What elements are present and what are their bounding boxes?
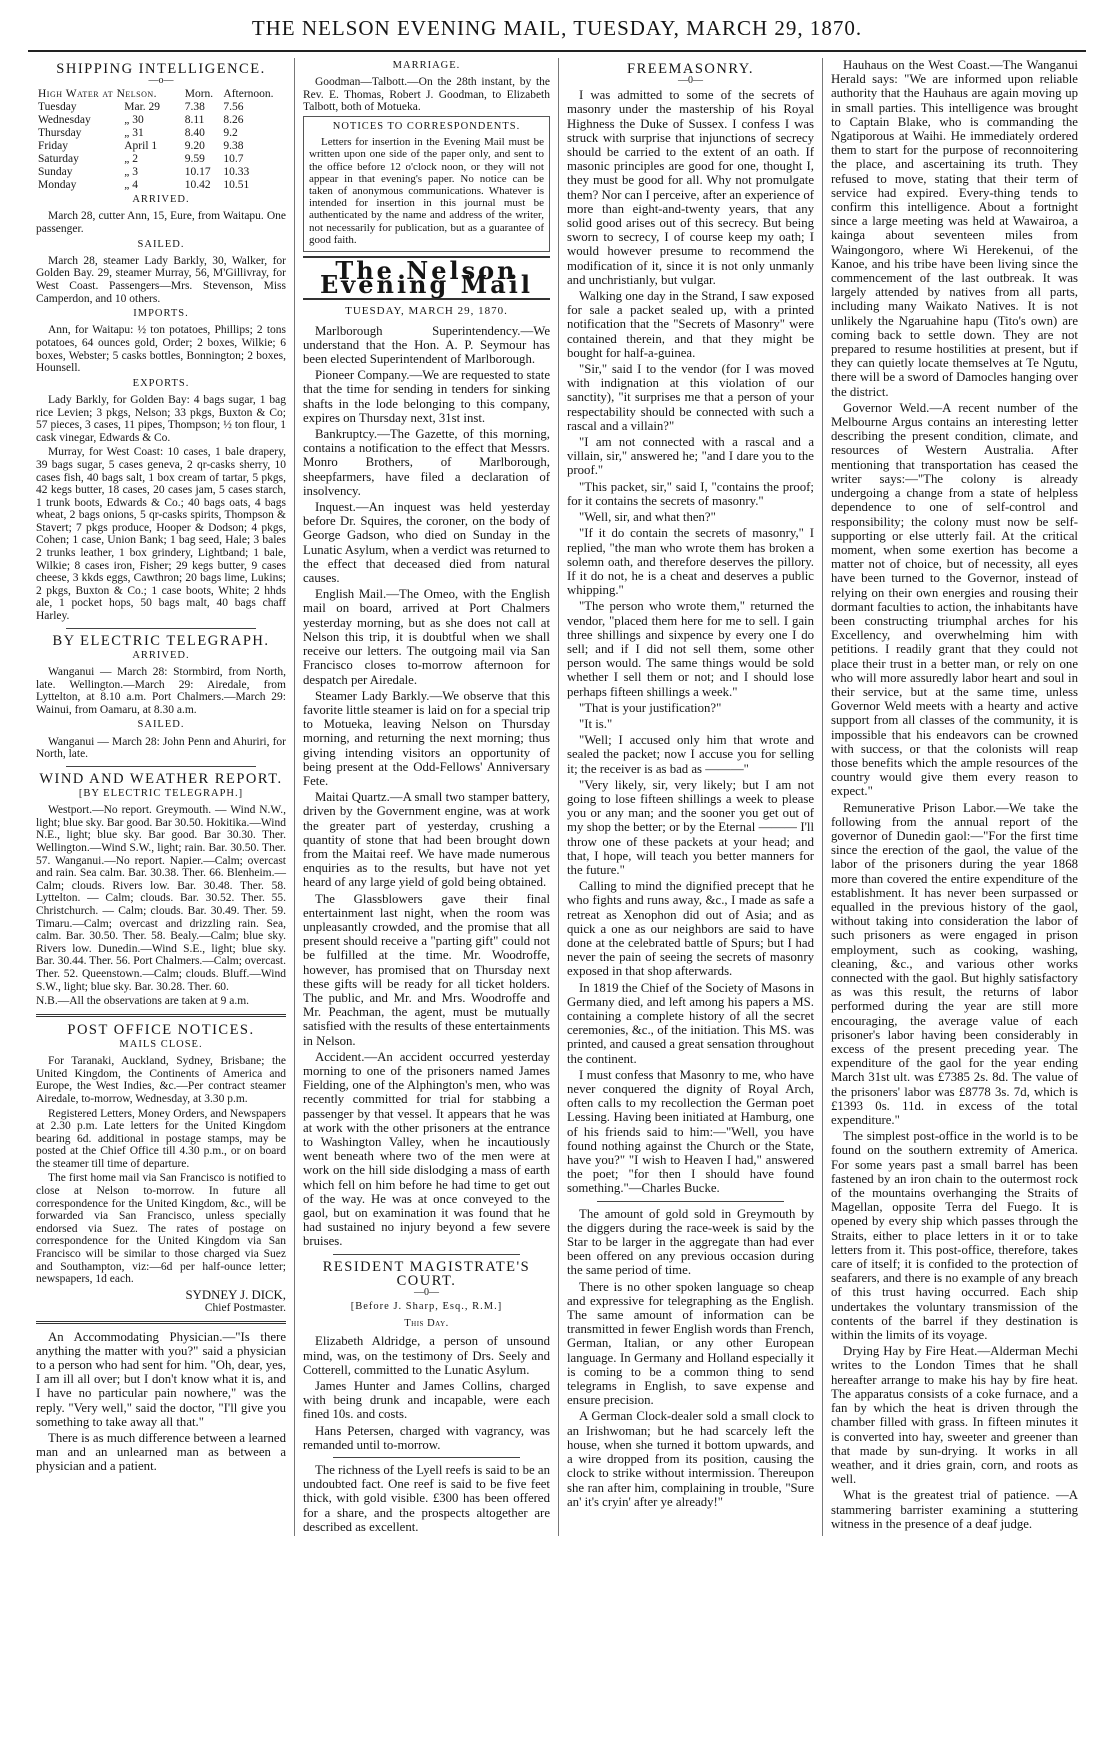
issue-date: TUESDAY, MARCH 29, 1870. xyxy=(345,305,508,318)
paper-nameplate: The Nelson Evening Mail xyxy=(303,256,550,300)
news-item: The Glassblowers gave their final entertainment last night, when the room was unpleasantly crowded, and the promise that all present should receive a "parting gift" could not be fulfilled at the time. Mr. Woodroffe, however, has promised that on Thursday next these gifts will be ready for all ticket holders. The public, and Mr. and Mrs. Woodroffe and Mr. Peachman, the agent, must be mutually satisfied with the results of these entertainments in Nelson. xyxy=(303,891,550,1048)
news-item: English Mail.—The Omeo, with the English mail on board, arrived at Port Chalmers yesterday morning, but as she does not call at Nelson this trip, it is doubtful when we shall receive our letters. The outgoing mail via San Francisco closes to-morrow afternoon for despatch per Airedale. xyxy=(303,587,550,687)
sailed-text: March 28, steamer Lady Barkly, 30, Walker, for Golden Bay. 29, steamer Murray, 56, M'Gillivray, for West Coast. Passengers—Mrs. Stevenson, Miss Camperdon, and 10 others. xyxy=(36,254,286,305)
clock-anecdote: A German Clock-dealer sold a small clock to an Irishwoman; but he had scarcely left the house, when she turned it bottom upwards, and a wire dropped from its position, causing the clock to strike without intermission. Thereupon she ran after him, complaining in trouble, "Sure an' it's cryin' after ye already!" xyxy=(567,1409,814,1509)
news-item: Remunerative Prison Labor.—We take the following from the annual report of the governor of Dunedin gaol:—"For the first time since the erection of the gaol, the value of the labor of the prisoners during the year 1868 more than covered the entire expenditure of the establishment. It has never been surpassed or equalled in the previous history of the gaol, without taking into consideration the labor of such prisoners as were engaged in prison employment, such as cooking, washing, cleaning, &c., and various other works connected with the gaol. But highly satisfactory as was this result, the returns of labor performed during the year are still more encouraging, the average value of each prisoner's labor having been considerably in excess of the present preceding year. The expenditure of the gaol for the year ending March 31st ult. was £7385 2s. 8d. The value of the prisoners' labor was £8778 3s. 7d, which is £1393 0s. 11d. in excess of the total expenditure." xyxy=(831,800,1078,1128)
tide-row: Thursday „ 31 8.40 9.2 xyxy=(38,127,238,140)
postmaster-title: Chief Postmaster. xyxy=(204,1302,286,1315)
notices-heading: NOTICES TO CORRESPONDENTS. xyxy=(332,120,521,132)
postmaster-signature: SYDNEY J. DICK, xyxy=(185,1287,286,1302)
tide-header-aft: Afternoon. xyxy=(223,88,274,101)
column-1 xyxy=(28,58,294,1536)
news-item: Steamer Lady Barkly.—We observe that this favorite little steamer is laid on for a special trip to Motueka, leaving Nelson on Thursday morning, and returning the next morning; thus giving intending visitors an opportunity of being present at the Odd-Fellows' Anniversary Fete. xyxy=(303,688,550,788)
marriage-heading: MARRIAGE. xyxy=(392,60,461,71)
tel-sailed-heading: SAILED. xyxy=(137,719,185,731)
tide-row: Tuesday Mar. 29 7.38 7.56 xyxy=(38,101,244,114)
language-note: There is no other spoken language so cheap and expressive for telegraphing as the English. The same amount of information can be transmitted in fewer English words than French, German, Italian, or any other European language. In Germany and Holland especially it is coming to be a common thing to send telegrams in English, to save expense and ensure precision. xyxy=(567,1279,814,1408)
tel-arrived-text: Wanganui — March 28: Stormbird, from North, late. Wellington.—March 29: Airedale, from Lyttelton, at 8.10 a.m. Port Chalmers.—March 29: Wainui, from Oamaru, at 8.30 a.m. xyxy=(36,666,286,716)
article-paragraph: "The person who wrote them," returned the vendor, "placed them here for me to sell. I gain three shillings and sixpence by every one I do sell; and if I did not sell them, some other person would. The same things would be sold whether I sell them or not; and I should lose perhaps fifteen shillings a week." xyxy=(567,599,814,699)
mails-close-heading: MAILS CLOSE. xyxy=(119,1038,203,1050)
marriage-text: Goodman—Talbott.—On the 28th instant, by the Rev. E. Thomas, Robert J. Goodman, to Elizabeth Talbott, both of Motueka. xyxy=(303,76,550,114)
court-case: James Hunter and James Collins, charged with being drunk and incapable, were each fined 10s. and costs. xyxy=(303,1379,550,1422)
ornament: —0— xyxy=(678,75,703,87)
article-paragraph: "Well, sir, and what then?" xyxy=(579,510,716,525)
arrived-text: March 28, cutter Ann, 15, Eure, from Waitapu. One passenger. xyxy=(36,210,286,235)
court-heading: RESIDENT MAGISTRATE'S COURT. xyxy=(322,1258,531,1289)
exports-text: Murray, for West Coast: 10 cases, 1 bale drapery, 39 bags sugar, 5 cases geneva, 2 qr-casks sherry, 10 cases fish, 40 bags salt, 1 box cream of tartar, 5 pkgs, 42 kegs butter, 18 cases, 20 cases jam, 5 cases starch, 1 trunk boots, Edwards & Co.; 40 bags oats, 4 bags wheat, 2 bags onions, 5 qr-casks spirits, Thompson & Stavert; 7 pkgs produce, Hooper & Dodson; 4 pkgs, Cohen; 1 case, Union Bank; 1 bag seed, Hale; 3 bales 2 trunks leather, 1 box grindery, Lightband; 1 bale, Wilkie; 8 cases iron, Fisher; 29 kegs butter, 9 cases cheese, 3 kkds eggs, Cawthron; 20 bags lime, Lukins; 2 pkgs, Buxton & Co.; 1 case boots, White; 2 hhds ale, 1 pocket hops, 50 bags malt, 40 bags chaff Harley. xyxy=(36,446,286,623)
news-item: Governor Weld.—A recent number of the Melbourne Argus contains an interesting letter describing the present condition, climate, and resources of Western Australia. After mentioning that transportation has ceased the writer says:—"The colony is already undergoing a change from a state of helpless dependence to one of self-control and responsibility; the colony must now be self-supporting or else utterly fail. At the critical moment, when some exertion has become a matter not of choice, but of necessity, all eyes have been turned to the Governor, instead of relying on their own energies and rousing their dormant faculties to action, the inhabitants have been constructing triumphal arches for his Excellency, and overwhelming him with petitions. I readily grant that they could not place their trust in a better man, or rely on one who will more assuredly labor heart and soul in their service, but at the same time, unless Governor Weld meets with a hearty and active support from all classes of the community, it is impossible that his endeavors can be crowned with success, or that the colonists will reap those benefits which the ample resources of the country would give them every reason to expect." xyxy=(831,400,1078,799)
news-item: Maitai Quartz.—A small two stamper battery, driven by the Government engine, was at work the greater part of yesterday, crushing a quantity of stone that had been brought down from the Maitai reef. We have made numerous enquiries as to the results, but have not yet heard of any large yield of gold being obtained. xyxy=(303,790,550,890)
article-paragraph: "I am not connected with a rascal and a villain, sir," answered he; "and I dare you to the proof." xyxy=(567,435,814,478)
post-text: The first home mail via San Francisco is notified to close at Nelson to-morrow. In future all correspondence for the United Kingdom, &c., will be forwarded via San Francisco, unless specially endorsed via Suez. The rates of postage on correspondence for the United Kingdom via San Francisco will be similar to those charged via Suez and Southampton, viz:—6d per half-ounce letter; newspapers, 1d each. xyxy=(36,1172,286,1286)
news-item: Pioneer Company.—We are requested to state that the time for sending in tenders for sinking shafts in the lode belonging to this company, expires on Thursday next, 31st inst. xyxy=(303,368,550,425)
weather-sub: [BY ELECTRIC TELEGRAPH.] xyxy=(78,788,244,800)
imports-text: Ann, for Waitapu: ½ ton potatoes, Phillips; 2 tons potatoes, 64 ounces gold, Order; 2 boxes, Wilkie; 6 boxes, Webster; 5 casks bottles, Bonnington; 2 boxes, Hounsell. xyxy=(36,324,286,375)
article-paragraph: "Well; I accused only him that wrote and sealed the packet; now I accuse you for selling it; the receiver is as bad as ———" xyxy=(567,733,814,776)
tide-row: Monday „ 4 10.42 10.51 xyxy=(38,179,250,192)
sailed-heading: SAILED. xyxy=(137,238,185,250)
article-paragraph: I must confess that Masonry to me, who have never conquered the dignity of Royal Arch, often calls to my recollection the German poet Lessing. Having been initiated at Hamburg, one of his friends said to him:—"Well, you have found nothing against the Church or the State, have you?" "I wish to Heaven I had," answered the poet; "for then I should have found something."—Charles Bucke. xyxy=(567,1067,814,1196)
notices-box xyxy=(303,116,550,252)
notices-text: Letters for insertion in the Evening Mail must be written upon one side of the paper only, and sent to the office before 12 o'clock noon, or they will not appear in that evening's paper. No notice can be taken of anonymous communications. Whatever is intended for insertion in this journal must be authenticated by the name and address of the writer, not necessarily for publication, but as a guarantee of good faith. xyxy=(309,136,544,246)
court-bench: [Before J. Sharp, Esq., R.M.] xyxy=(350,1301,503,1313)
court-case: Elizabeth Aldridge, a person of unsound mind, was, on the testimony of Drs. Seely and Cotterell, committed to the Lunatic Asylum. xyxy=(303,1334,550,1377)
telegraph-heading: BY ELECTRIC TELEGRAPH. xyxy=(52,632,270,649)
article-paragraph: "Sir," said I to the vendor (for I was moved with indignation at this violation of our sanctity), "it surprises me that a person of your respectability should be connected with such a rascal and a villain?" xyxy=(567,362,814,433)
column-2 xyxy=(294,58,558,1536)
tide-row: Sunday „ 3 10.17 10.33 xyxy=(38,166,250,179)
court-day: This Day. xyxy=(404,1318,449,1330)
article-paragraph: "That is your justification?" xyxy=(579,700,722,715)
tide-table xyxy=(36,88,286,192)
arrived-heading: ARRIVED. xyxy=(132,194,190,206)
weather-note: N.B.—All the observations are taken at 9 a.m. xyxy=(36,995,250,1008)
post-text: Registered Letters, Money Orders, and Newspapers at 2.30 p.m. Late letters for the United Kingdom bearing 6d. additional in postage stamps, may be posted at the Chief Office till 4.30 p.m., or on board the steamer till time of departure. xyxy=(36,1107,286,1170)
news-item: Bankruptcy.—The Gazette, of this morning, contains a notification to the effect that Messrs. Monro Brothers, of Marlborough, sheepfarmers, have filed a declaration of insolvency. xyxy=(303,427,550,498)
weather-heading: WIND AND WEATHER REPORT. xyxy=(39,770,283,787)
tel-arrived-heading: ARRIVED. xyxy=(132,649,190,661)
article-paragraph: In 1819 the Chief of the Society of Masons in Germany died, and left among his papers a MS. containing a complete history of all the secret ceremonies, &c., of the initiation. This MS. was printed, and caused a great sensation throughout the continent. xyxy=(567,980,814,1066)
article-paragraph: "Very likely, sir, very likely; but I am not going to lose fifteen shillings a week to please you or any man; and the sooner you get out of my shop the better; or by the Eternal ——— I'll throw one of these packets at your head; and that, I hope, will teach you better manners for the future." xyxy=(567,777,814,877)
post-office-heading: POST OFFICE NOTICES. xyxy=(67,1021,255,1038)
tide-row: Saturday „ 2 9.59 10.7 xyxy=(38,153,244,166)
masthead: THE NELSON EVENING MAIL, TUESDAY, MARCH 29, 1870. xyxy=(28,0,1086,52)
article-paragraph: "It is." xyxy=(579,716,613,731)
freemasonry-heading: FREEMASONRY. xyxy=(627,61,754,77)
divider xyxy=(36,1321,286,1324)
columns xyxy=(28,58,1086,1536)
tide-header-morn: Morn. xyxy=(184,88,214,101)
news-item: Hauhaus on the West Coast.—The Wanganui Herald says: "We are informed upon reliable authority that the Hauhaus are again moving up in small parties. This intelligence was brought to Captain Blake, who is commanding the Ngatiporous at Waihi. He immediately ordered them to start for the purpose of reconnoitering the place, and ascertaining its truth. They refused to move, stating that their term of service had expired. Every-thing tends to confirm this intelligence. About a fortnight since a large meeting was held at Wawairoa, a kainga about seventeen miles from Waingongoro, where Wi Herekenui, of the Kanoe, and his tribe have been living since the commencement of the last outbreak. It was largely attended by natives from all parts, including many Waikato Natives. It is not unlikely the Ngaruahine hapu (Tito's own) are coming back to settle down. They are not prepared to resume hostilities at present, but if they can quietly locate themselves at Te Ngutu, there will be a sword of Damocles hanging over the district. xyxy=(831,58,1078,399)
tide-header-row xyxy=(36,88,286,101)
ornament: —0— xyxy=(414,1287,439,1299)
news-item: Marlborough Superintendency.—We understand that the Hon. A. P. Seymour has been elected Superintendent of Marlborough. xyxy=(303,323,550,367)
physician-anecdote: An Accommodating Physician.—"Is there anything the matter with you?" said a physician to a person who had sent for him. "Oh, dear, yes, I am ill all over; but I don't know what it is, and I have no particular pain nowhere," was the reply. "Very well," said the doctor, "I'll give you something to take away all that." xyxy=(36,1329,286,1429)
news-item: The simplest post-office in the world is to be found on the southern extremity of America. For some years past a small barrel has been fastened by an iron chain to the outermost rock of the mountains overhanging the Straits of Magellan, opposite Terra del Fuego. It is opened by every ship which passes through the Straits, either to place letters in it or to take letters from it. This post-office, therefore, takes care of itself; it is confided to the protection of seafarers, and there is no example of any breach of this trust having occurred. Each ship undertakes the voluntary transmission of the contents of the barrel if they destination is within the limits of its voyage. xyxy=(831,1129,1078,1343)
gold-note: The amount of gold sold in Greymouth by the diggers during the race-week is said by the Star to be larger in the aggregate than had ever been offered on any previous occasion during the same period of time. xyxy=(567,1206,814,1278)
news-item: Accident.—An accident occurred yesterday morning to one of the prisoners named James Fielding, one of the Alphington's men, who was recently committed for trial for stabbing a passenger by that vessel. It appears that he was at work with the other prisoners at the entrance to Washington Valley, when he incautiously went beneath where two of the men were at work on the hill side dislodging a mass of earth which fell on him before he had time to get out of the way. He was at once conveyed to the gaol, but on examination it was found that he had sustained no injury beyond a few severe bruises. xyxy=(303,1049,550,1249)
shipping-heading: SHIPPING INTELLIGENCE. xyxy=(56,61,266,77)
exports-heading: EXPORTS. xyxy=(132,377,190,389)
difference-note: There is as much difference between a learned man and an unlearned man as between a physician and a patient. xyxy=(36,1431,286,1474)
column-3 xyxy=(558,58,822,1536)
court-case: Hans Petersen, charged with vagrancy, was remanded until to-morrow. xyxy=(303,1423,550,1452)
weather-text: Westport.—No report. Greymouth. — Wind N.W., light; blue sky. Bar good. Bar 30.50. Hokitika.—Wind N.E., light; blue sky. Bar good. Bar 30.30. Ther. Wellington.—Wind S.W., light; rain. Bar. 30.50. Ther. 57. Wanganui.—No report. Napier.—Calm; overcast and rain. Sea calm. Bar. 30.38. Ther. 66. Blenheim.—Calm; clouds. Rivers low. Bar. 30.48. Ther. 58. Lyttelton. — Calm; clouds. Bar. 30.52. Ther. 55. Christchurch. — Calm; clouds. Bar. 30.49. Ther. 59. Timaru.—Calm; overcast and drizzling rain. Sea, calm. Bar. 30.50. Ther. 58. Bealy.—Calm; blue sky. Rivers low. Dunedin.—Wind S.E., light; blue sky. Bar. 30.44. Ther. 56. Port Chalmers.—Calm; overcast. Ther. 52. Queenstown.—Calm; clouds. Bluff.—Wind S.W., light; blue sky. Bar. 30.28. Ther. 60. xyxy=(36,804,286,993)
divider xyxy=(333,1254,520,1255)
news-item: What is the greatest trial of patience. —A stammering barrister examining a stuttering witness in the presence of a deaf judge. xyxy=(831,1488,1078,1531)
imports-heading: IMPORTS. xyxy=(133,308,189,320)
tel-sailed-text: Wanganui — March 28: John Penn and Ahuriri, for North, late. xyxy=(36,735,286,761)
article-paragraph: I was admitted to some of the secrets of masonry under the mastership of his Royal Highness the Duke of Sussex. I confess I was struck with surprise that injunctions of secrecy should be carried to the extent of an oath. If masonic principles are good for one, thought I, they must be good for all. Why not promulgate them? Nor can I perceive, after an experience of more than eight-and-twenty years, that any solid good arises out of this secrecy. But being sworn to secrecy, I of course keep my oath; I would however presume to recommend the modification of it, since it is not only unmanly and unchristianly, but vulgar. xyxy=(567,88,814,287)
article-paragraph: "If it do contain the secrets of masonry," I replied, "the man who wrote them has broken a solemn oath, and therefore deserves the pillory. If it do not, he is a cheat and deserves a public whipping." xyxy=(567,526,814,598)
column-4 xyxy=(822,58,1086,1536)
lyell-note: The richness of the Lyell reefs is said to be an undoubted fact. One reef is said to be five feet thick, with gold visible. £300 has been offered for a share, and the prospects altogether are described as excellent. xyxy=(303,1463,550,1534)
article-paragraph: "This packet, sir," said I, "contains the proof; for it contains the secrets of masonry." xyxy=(567,479,814,508)
divider xyxy=(333,1457,520,1458)
divider xyxy=(597,1201,784,1202)
news-item: Inquest.—An inquest was held yesterday before Dr. Squires, the coroner, on the body of George Gadson, who died on Sunday in the Lunatic Asylum, when a verdict was returned to the effect that deceased died from natural causes. xyxy=(303,500,550,586)
divider xyxy=(66,628,256,629)
divider xyxy=(66,766,256,767)
news-item: Drying Hay by Fire Heat.—Alderman Mechi writes to the London Times that he shall hereafter arrange to make his hay by fire heat. The apparatus consists of a coke furnace, and a fan by which the heat is driven through the chamber filled with grass. In fifteen minutes it is converted into hay, sweeter and greener than that made by sun-drying. It works in all weather, and it dries grain, corn, and roots as well. xyxy=(831,1344,1078,1487)
ornament: —o— xyxy=(148,75,174,87)
article-paragraph: Calling to mind the dignified precept that he who fights and runs away, &c., I made as safe a retreat as Xenophon did out of Asia; and as quick a one as our neighbors are said to have done at the celebrated battle of Spurs; but I had never the pain of seeing the secrets of masonry exposed in that shop afterwards. xyxy=(567,879,814,979)
tide-header-place: High Water at Nelson. xyxy=(38,88,158,101)
post-text: For Taranaki, Auckland, Sydney, Brisbane; the United Kingdom, the Continents of America and Europe, the West Indies, &c.—Per contract steamer Airedale, to-morrow, Wednesday, at 3.30 p.m. xyxy=(36,1055,286,1105)
divider xyxy=(36,1014,286,1017)
tide-row: Wednesday „ 30 8.11 8.26 xyxy=(38,114,244,127)
tide-row: Friday April 1 9.20 9.38 xyxy=(38,140,244,153)
exports-text: Lady Barkly, for Golden Bay: 4 bags sugar, 1 bag rice Levien; 3 pkgs, Nelson; 33 pkgs, Buxton & Co; 57 pieces, 3 cases, 11 pipes, Thompson; ½ ton flour, 1 cask vinegar, Edwards & Co. xyxy=(36,393,286,444)
article-paragraph: Walking one day in the Strand, I saw exposed for sale a packet sealed up, with a printed notification that the "Secrets of Masonry" were contained therein, and that they might be bought for half-a-guinea. xyxy=(567,289,814,360)
